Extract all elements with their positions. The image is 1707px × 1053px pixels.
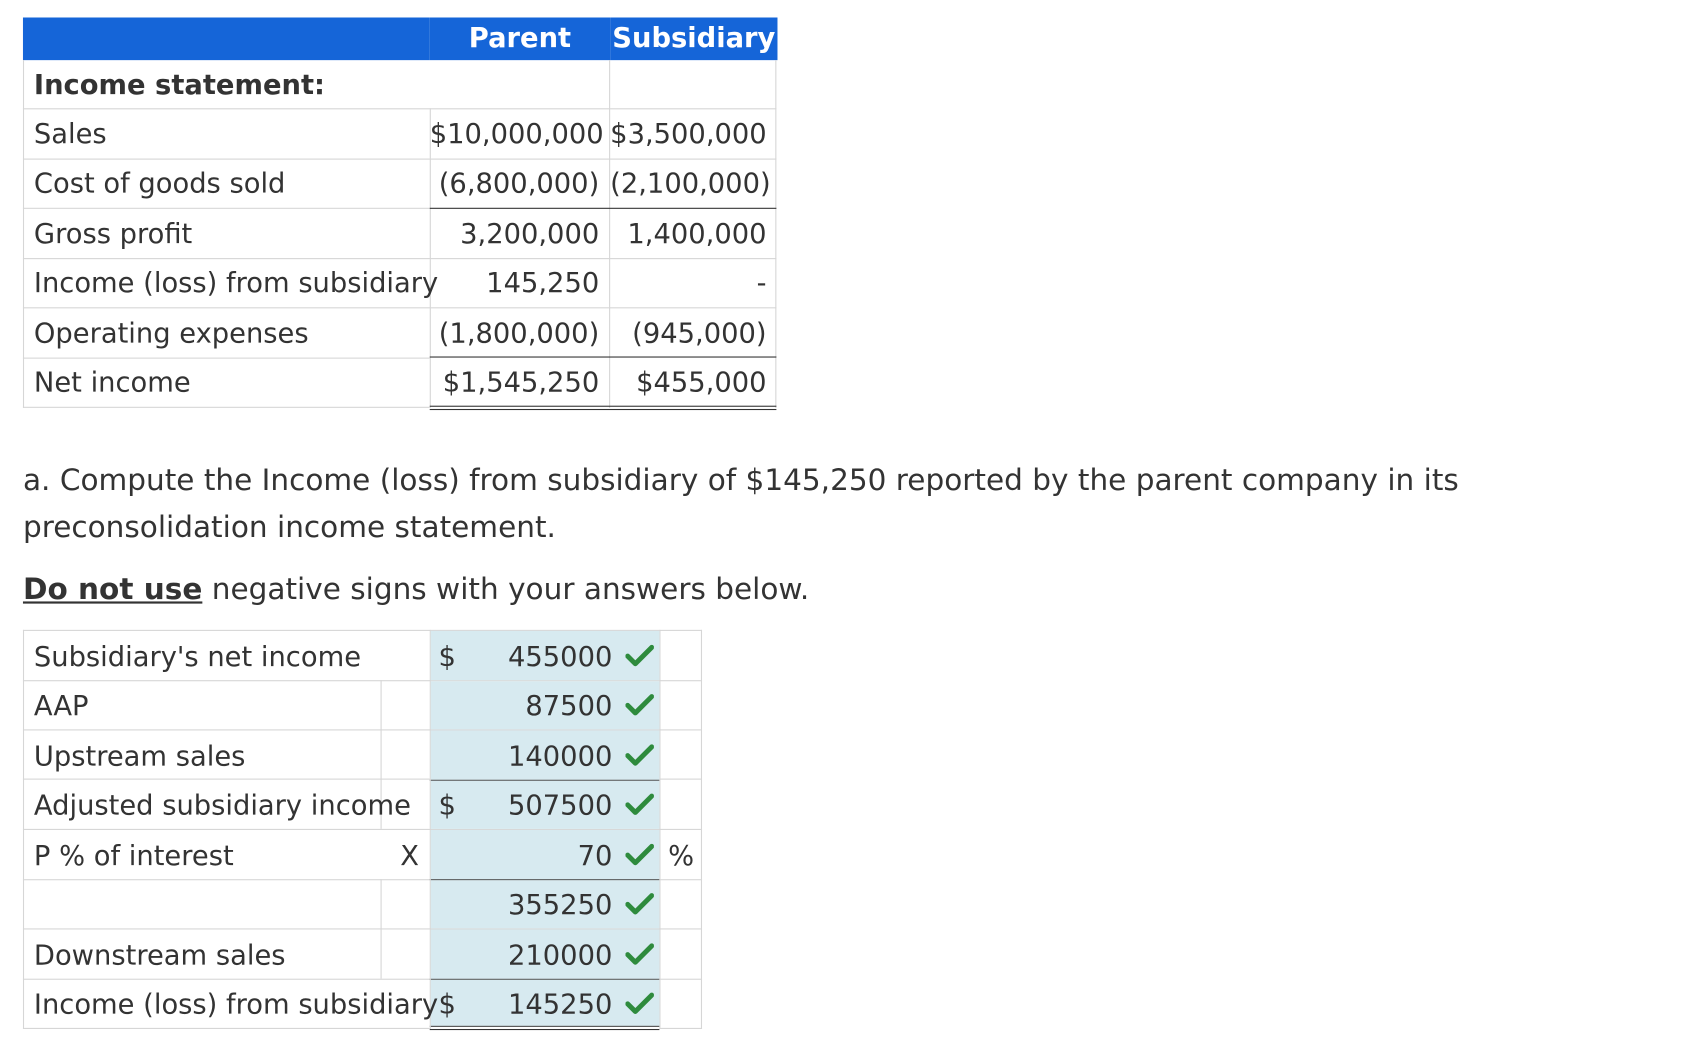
header-subsidiary: Subsidiary bbox=[610, 17, 777, 60]
dollar-sign: $ bbox=[438, 789, 456, 822]
instruction bbox=[23, 571, 809, 610]
header-blank bbox=[23, 17, 430, 60]
answer-label: Upstream sales bbox=[33, 740, 246, 773]
percent-sign: % bbox=[668, 839, 695, 872]
answer-input[interactable]: 140000 bbox=[507, 740, 613, 773]
answer-input[interactable]: 355250 bbox=[507, 889, 613, 921]
answer-input[interactable]: 145250 bbox=[507, 988, 613, 1021]
section-label-income-statement: Income statement: bbox=[33, 68, 325, 101]
subsidiary-value: (945,000) bbox=[632, 317, 767, 349]
multiply-sign: X bbox=[400, 839, 419, 872]
answer-input[interactable]: 87500 bbox=[525, 689, 613, 722]
answer-label: Adjusted subsidiary income bbox=[33, 789, 411, 822]
check-icon bbox=[625, 843, 653, 867]
check-icon bbox=[625, 644, 653, 668]
answer-label: P % of interest bbox=[33, 839, 234, 872]
row-label: Sales bbox=[33, 118, 107, 150]
parent-value: (6,800,000) bbox=[438, 167, 600, 200]
answer-label: Downstream sales bbox=[33, 939, 286, 972]
row-label: Net income bbox=[33, 366, 191, 399]
answer-label: AAP bbox=[33, 689, 89, 722]
answer-input[interactable]: 455000 bbox=[507, 640, 613, 673]
parent-value: (1,800,000) bbox=[438, 317, 600, 349]
parent-value: 3,200,000 bbox=[460, 217, 600, 250]
subsidiary-value: $3,500,000 bbox=[610, 118, 767, 150]
row-label: Cost of goods sold bbox=[33, 167, 286, 200]
parent-value: 145,250 bbox=[486, 266, 600, 299]
row-label: Income (loss) from subsidiary bbox=[33, 266, 439, 299]
subsidiary-value: - bbox=[756, 266, 767, 299]
parent-value: $10,000,000 bbox=[429, 118, 604, 150]
dollar-sign: $ bbox=[438, 988, 456, 1021]
instruction-emphasis: Do not use bbox=[22, 572, 203, 607]
answer-label: Income (loss) from subsidiary bbox=[33, 988, 439, 1021]
check-icon bbox=[625, 793, 653, 817]
parent-value: $1,545,250 bbox=[442, 366, 600, 399]
row-label: Gross profit bbox=[33, 217, 193, 250]
subsidiary-value: (2,100,000) bbox=[610, 167, 771, 200]
dollar-sign: $ bbox=[438, 640, 456, 673]
check-icon bbox=[625, 992, 653, 1016]
header-parent: Parent bbox=[430, 17, 610, 60]
answer-label: Subsidiary's net income bbox=[33, 640, 362, 673]
check-icon bbox=[625, 693, 653, 717]
check-icon bbox=[625, 744, 653, 768]
check-icon bbox=[625, 892, 653, 916]
answer-input[interactable]: 210000 bbox=[507, 939, 613, 972]
answer-input[interactable]: 70 bbox=[577, 839, 613, 872]
check-icon bbox=[625, 943, 653, 967]
answer-input[interactable]: 507500 bbox=[507, 789, 613, 822]
question-text: a. Compute the Income (loss) from subsidiary of $145,250 reported by the parent company in its preconsolidation income statement. bbox=[22, 463, 1459, 545]
row-label: Operating expenses bbox=[33, 317, 309, 349]
subsidiary-value: 1,400,000 bbox=[627, 217, 767, 250]
subsidiary-value: $455,000 bbox=[636, 366, 767, 399]
instruction-rest: negative signs with your answers below. bbox=[202, 572, 810, 607]
